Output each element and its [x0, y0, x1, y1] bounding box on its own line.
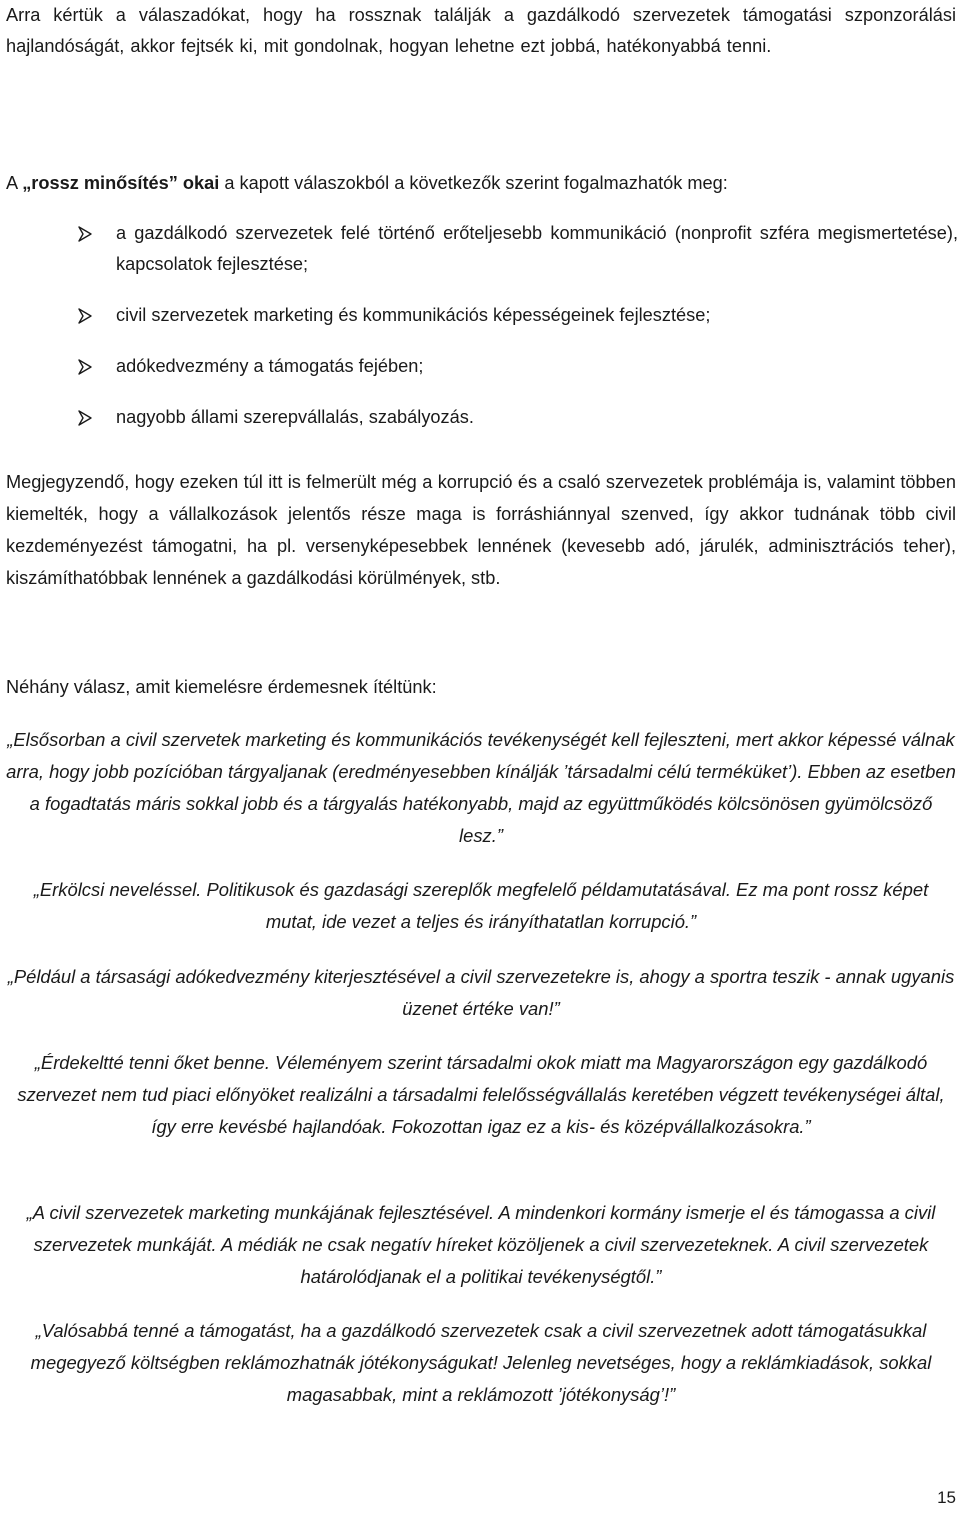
list-item	[78, 218, 958, 280]
quote-4: „Érdekeltté tenni őket benne. Véleményem szerint társadalmi okok miatt ma Magyarországon egy gazdálkodó szervezet nem tud piaci előnyöket realizálni a társadalmi felelősségvállalás keretében végzett tevékenységei által, így erre kevésbé hajlandóak. Fokozottan igaz ez a kis- és középvállalkozásokra.”	[17, 1052, 945, 1137]
quote-2: „Erkölcsi neveléssel. Politikusok és gazdasági szereplők megfelelő példamutatásával. Ez ma pont rossz képet mutat, ide vezet a teljes és irányíthatatlan korrupció.”	[33, 879, 929, 932]
arrow-right-icon	[78, 359, 92, 375]
intro-paragraph: Arra kértük a válaszadókat, hogy ha rossznak találják a gazdálkodó szervezetek támogatási szponzorálási hajlandóságát, akkor fejtsék ki, mit gondolnak, hogyan lehetne ezt jobbá, hatékonyabbá tenni.	[6, 5, 956, 56]
quote-5: „A civil szervezetek marketing munkájának fejlesztésével. A mindenkori kormány ismerje el és támogassa a civil szervezetek munkáját. A médiák ne csak negatív híreket közöljenek a civil szervezeteknek. A civil szervezetek határolódjanak el a politikai tevékenységtől.”	[26, 1202, 936, 1287]
heading-prefix: A	[6, 173, 23, 193]
quote-1: „Elsősorban a civil szervetek marketing és kommunikációs tevékenységét kell fejleszteni, mert akkor képessé válnak arra, hogy jobb pozícióban tárgyaljanak (eredményesebben kínálják ’társadalmi célú terméküket’). Ebben az esetben a fogadtatás máris sokkal jobb és a tárgyalás hatékonyabb, majd az együttműködés kölcsönösen gyümölcsöző lesz.”	[6, 729, 956, 846]
arrow-right-icon	[78, 308, 92, 324]
note-paragraph: Megjegyzendő, hogy ezeken túl itt is felmerült még a korrupció és a csaló szervezetek problémája is, valamint többen kiemelték, hogy a vállalkozások jelentős része maga is forráshiánnyal szenved, így akkor tudnának több civil kezdeményezést támogatni, ha pl. versenyképesebbek lennének (kevesebb adó, járulék, adminisztrációs teher), kiszámíthatóbbak lennének a gazdálkodási körülmények, stb.	[6, 472, 956, 588]
list-item	[78, 300, 958, 331]
list-item-text: nagyobb állami szerepvállalás, szabályozás.	[116, 407, 474, 427]
quote-6: „Valósabbá tenné a támogatást, ha a gazdálkodó szervezetek csak a civil szervezetnek adott támogatásukkal megegyező költségben reklámozhatnák jótékonyságukat! Jelenleg nevetséges, hogy a reklámkiadások, sokkal magasabbak, mint a reklámozott ’jótékonyság’!”	[30, 1320, 932, 1405]
arrow-right-icon	[78, 410, 92, 426]
list-item-text: a gazdálkodó szervezetek felé történő erőteljesebb kommunikáció (nonprofit szféra megismertetése), kapcsolatok fejlesztése;	[116, 223, 958, 274]
arrow-right-icon	[78, 226, 92, 242]
section-heading	[6, 168, 956, 198]
quotes-intro: Néhány válasz, amit kiemelésre érdemesnek ítéltünk:	[6, 677, 437, 697]
page-number: 15	[937, 1488, 956, 1507]
quote-3: „Például a társasági adókedvezmény kiterjesztésével a civil szervezetekre is, ahogy a sportra teszik - annak ugyanis üzenet értéke van!”	[7, 966, 955, 1019]
list-item-text: adókedvezmény a támogatás fejében;	[116, 356, 424, 376]
heading-bold-okai: okai	[182, 173, 220, 193]
list-item	[78, 402, 958, 433]
reasons-list	[78, 218, 958, 453]
heading-rest: a kapott válaszokból a következők szerint fogalmazhatók meg:	[219, 173, 728, 193]
list-item-text: civil szervezetek marketing és kommunikációs képességeinek fejlesztése;	[116, 305, 711, 325]
list-item	[78, 351, 958, 382]
heading-bold-term: „rossz minősítés”	[22, 173, 178, 193]
